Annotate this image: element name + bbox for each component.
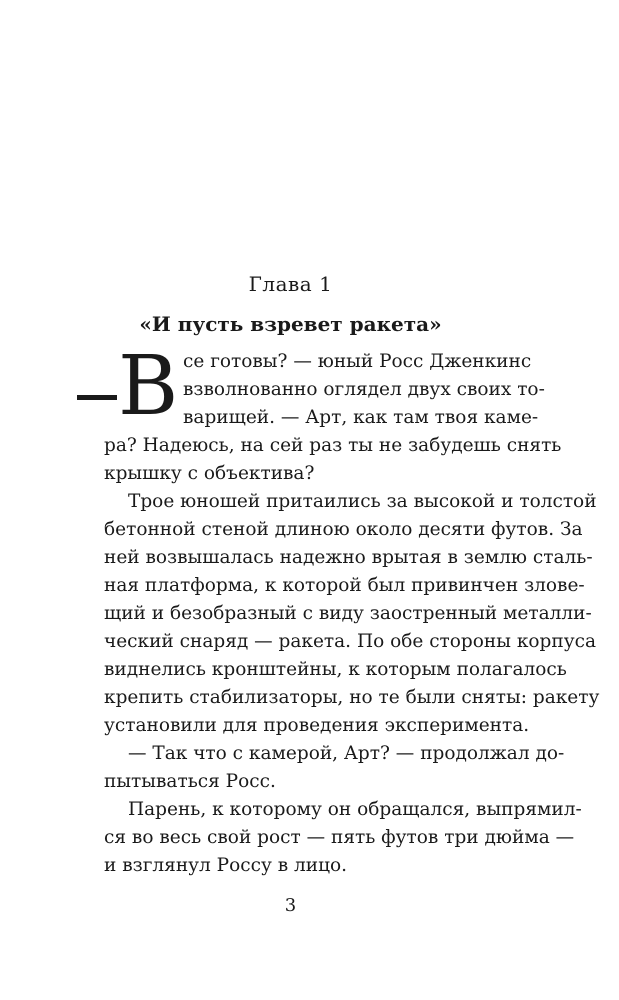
text-line: ческий снаряд — ракета. По обе стороны корпуса xyxy=(104,631,596,652)
text-line: ся во весь свой рост — пять футов три дюйма — xyxy=(104,827,575,848)
text-line: бетонной стеной длиною около десяти футов. За xyxy=(104,519,583,540)
text-line: установили для проведения эксперимента. xyxy=(104,715,530,736)
text-line: ная платформа, к которой был привинчен злове- xyxy=(104,575,585,596)
text-line: се готовы? — юный Росс Дженкинс xyxy=(183,351,532,372)
page-number: 3 xyxy=(284,895,297,916)
text-line: пытываться Росс. xyxy=(104,771,276,792)
text-line: Трое юношей притаились за высокой и толстой xyxy=(128,491,597,512)
chapter-title: «И пусть взревет ракета» xyxy=(139,312,442,336)
text-line: виднелись кронштейны, к которым полагалось xyxy=(104,659,567,680)
text-line: ней возвышалась надежно врытая в землю сталь- xyxy=(104,547,593,568)
text-line: ра? Надеюсь, на сей раз ты не забудешь снять xyxy=(104,435,562,456)
chapter-label: Глава 1 xyxy=(248,272,333,296)
dropcap-letter: В xyxy=(118,339,179,434)
text-line: Парень, к которому он обращался, выпрямил- xyxy=(128,799,582,820)
text-line: взволнованно оглядел двух своих то- xyxy=(183,379,545,400)
text-line: — Так что с камерой, Арт? — продолжал до- xyxy=(128,743,565,764)
text-line: крышку с объектива? xyxy=(104,463,315,484)
text-line: варищей. — Арт, как там твоя каме- xyxy=(183,407,539,428)
text-line: щий и безобразный с виду заостренный металли- xyxy=(104,603,592,624)
text-line: и взглянул Россу в лицо. xyxy=(104,855,348,876)
text-line: крепить стабилизаторы, но те были сняты: ракету xyxy=(104,687,600,708)
